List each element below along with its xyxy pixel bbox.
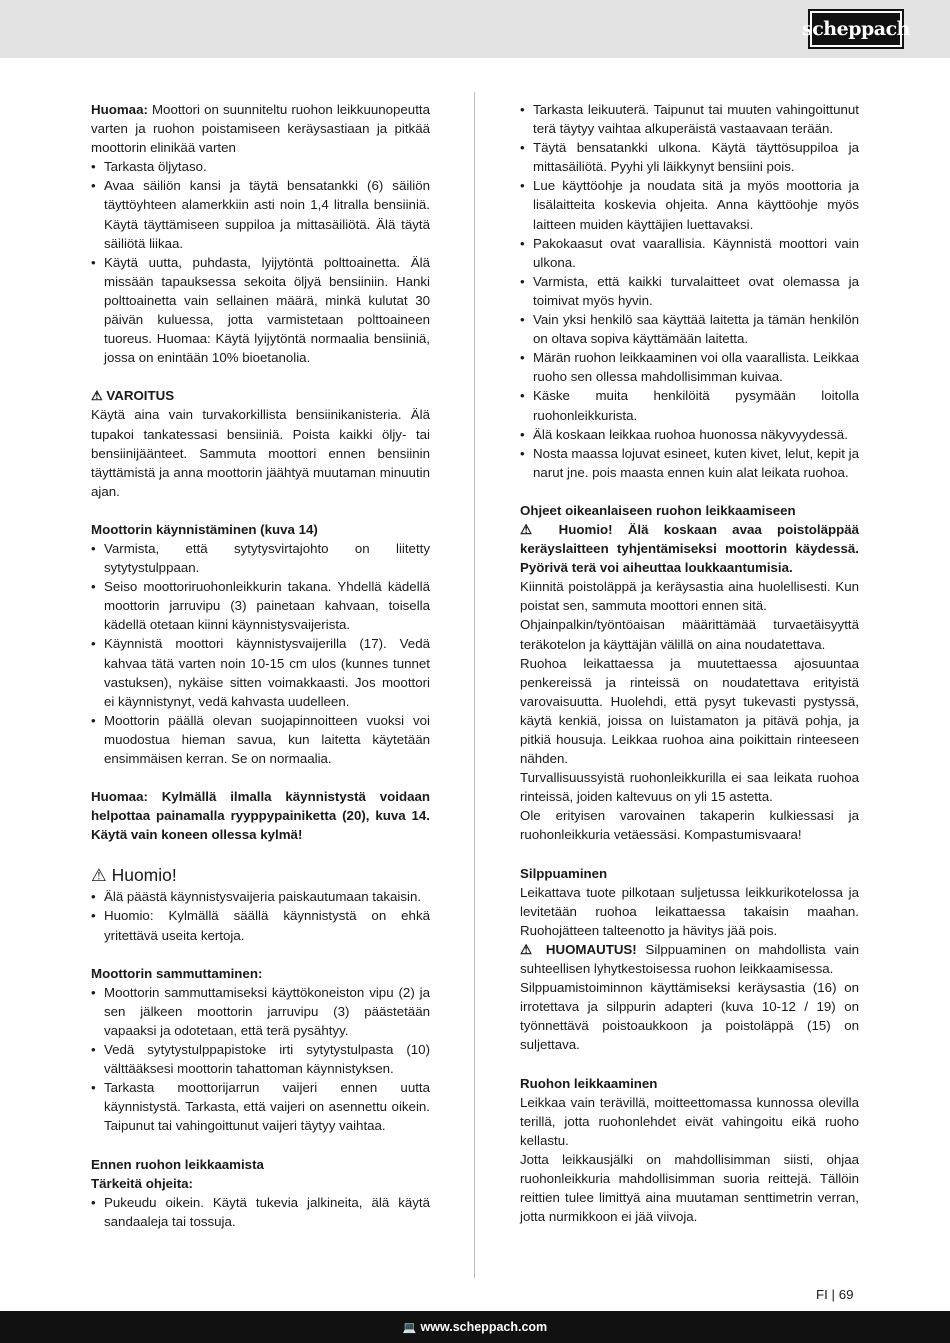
paragraph: Kiinnitä poistoläppä ja keräysastia aina huolellisesti. Kun poistat sen, sammuta moottori ennen sitä. <box>520 579 859 614</box>
list-item: • Tarkasta leikuuterä. Taipunut tai muuten vahingoittunut terä täytyy vaihtaa alkuperäistä vastaavaan terään. <box>520 100 859 138</box>
start-list <box>91 539 430 768</box>
list-item: • Moottorin päällä olevan suojapinnoitteen vuoksi voi muodostua hieman savua, kun laitetta käytetään ensimmäisen kerran. Se on normaalia. <box>91 711 430 768</box>
caution-heading: ⚠ Huomio! <box>91 865 177 886</box>
important-subheading: Tärkeitä ohjeita: <box>91 1175 193 1191</box>
list-item: • Varmista, että sytytysvirtajohto on liitetty sytytystulppaan. <box>91 539 430 577</box>
right-column <box>520 100 859 1226</box>
page-number: FI | 69 <box>816 1287 854 1302</box>
list-item: • Käytä uutta, puhdasta, lyijytöntä polttoainetta. Älä missään tapauksessa sekoita öljyä bensiiniin. Hanki polttoainetta vain sellainen määrä, minkä kulutat 30 päivän kuluessa, jotta varmistetaan polttoaineen tuoreus. Huomaa: Käytä lyijytöntä normaalia bensiiniä, jossa on enintään 10% bioetanolia. <box>91 253 430 368</box>
list-item: • Tarkasta öljytaso. <box>91 157 430 176</box>
warning-heading: ⚠ VAROITUS <box>91 388 175 404</box>
paragraph: Leikattava tuote pilkotaan suljetussa leikkurikotelossa ja levitetään ruohoa leikattaessa takaisin maahan. Ruohojätteen talteenotto ja hävitys jää pois. <box>520 884 859 938</box>
list-item: • Pukeudu oikein. Käytä tukevia jalkineita, älä käytä sandaaleja tai tossuja. <box>91 1193 430 1231</box>
paragraph: Ruohoa leikattaessa ja muutettaessa ajosuuntaa penkereissä ja rinteissä on noudatettava erityistä varovaisuutta. Huolehdi, että pysyt tukevasti pystyssä, käytä kenkiä, joissa on luistamaton ja pitävä pohja, ja pitkiä housuja. Leikkaa ruohoa aina poikittain rinteeseen nähden. <box>520 655 859 767</box>
paragraph: Silppuamistoiminnon käyttämiseksi keräysastia (16) on irrotettava ja silppurin adapteri (kuva 10-12 / 19) on työnnettävä poistoaukkoon ja poistoläppä (15) on suljettava. <box>520 980 859 1053</box>
paragraph: Turvallisuussyistä ruohonleikkurilla ei saa leikata ruohoa rinteissä, joiden kaltevuus on yli 15 astetta. <box>520 770 859 805</box>
stop-list <box>91 983 430 1136</box>
warning-icon: ⚠ <box>520 941 538 957</box>
safety-list <box>520 100 859 482</box>
list-item: • Vain yksi henkilö saa käyttää laitetta ja tämän henkilön on oltava sopiva käyttämään laitetta. <box>520 310 859 348</box>
paragraph: Jotta leikkausjälki on mahdollisimman siisti, ohjaa ruohonleikkuria mahdollisimman suoria reittejä. Tällöin reittien tulee limittyä aina muutaman senttimetrin verran, jotta nurmikkoon ei jää viivoja. <box>520 1151 859 1225</box>
warning-icon: ⚠ <box>91 388 103 404</box>
list-item: • Täytä bensatankki ulkona. Käytä täyttösuppiloa ja mittasäiliötä. Pyyhi yli läikkynyt bensiini pois. <box>520 138 859 176</box>
list-item: • Huomio: Kylmällä säällä käynnistystä on ehkä yritettävä useita kertoja. <box>91 906 430 944</box>
mowing-heading: Ruohon leikkaaminen <box>520 1075 658 1091</box>
list-item: • Käske muita henkilöitä pysymään loitolla ruohonleikkurista. <box>520 386 859 424</box>
footer-bar <box>0 1311 950 1343</box>
header-bar <box>0 0 950 58</box>
mulching-heading: Silppuaminen <box>520 865 608 881</box>
column-divider <box>474 92 475 1278</box>
paragraph: Ole erityisen varovainen takaperin kulkiessasi ja ruohonleikkuria vetäessäsi. Kompastumisvaara! <box>520 808 859 843</box>
list-item: • Älä koskaan leikkaa ruohoa huonossa näkyvyydessä. <box>520 425 859 444</box>
warning-icon: ⚠ <box>520 521 544 537</box>
list-item: • Avaa säiliön kansi ja täytä bensatankki (6) säiliön täyttöyhteen alamerkkiin asti noin 1,4 litralla bensiiniä. Käytä täyttämiseen suppiloa ja mittasäiliötä. Älä täytä säiliötä liikaa. <box>91 176 430 252</box>
warning-text: Käytä aina vain turvakorkillista bensiinikanisteria. Älä tupakoi tankatessasi bensiiniä. Poista kaikki öljy- tai bensiinijäänteet. Sammuta moottori ennen bensiinin täyttämistä ja anna moottorin jäähtyä muutaman minuutin ajan. <box>91 407 430 499</box>
computer-icon: 💻 <box>402 1321 417 1334</box>
list-item: • Seiso moottoriruohonleikkurin takana. Yhdellä kädellä moottorin jarruvipu (3) painetaan kahvaan, toisella kädellä otetaan kiinni käynnistysvaijerista. <box>91 577 430 634</box>
list-item: • Nosta maassa lojuvat esineet, kuten kivet, lelut, kepit ja narut jne. pois maasta ennen kuin alat leikata ruohoa. <box>520 444 859 482</box>
mulching-note: ⚠ HUOMAUTUS! Silppuaminen on mahdollista vain suhteellisen lyhytkestoisessa ruohon leikkaamisessa. <box>520 941 859 977</box>
list-item: • Tarkasta moottorijarrun vaijeri ennen uutta käynnistystä. Tarkasta, että vaijeri on asennettu oikein. Taipunut tai vahingoittunut vaijeri täytyy vaihtaa. <box>91 1078 430 1135</box>
brand-logo: scheppach <box>808 9 904 49</box>
fuel-list <box>91 157 430 367</box>
instructions-warning: ⚠ Huomio! Älä koskaan avaa poistoläppää keräyslaitteen tyhjentämiseksi moottorin käydessä. Pyörivä terä voi aiheuttaa loukkaantumisia. <box>520 521 859 576</box>
start-heading: Moottorin käynnistäminen (kuva 14) <box>91 521 318 537</box>
list-item: • Älä päästä käynnistysvaijeria paiskautumaan takaisin. <box>91 887 430 906</box>
list-item: • Märän ruohon leikkaaminen voi olla vaarallista. Leikkaa ruoho sen ollessa mahdollisimman kuivaa. <box>520 348 859 386</box>
list-item: • Käynnistä moottori käynnistysvaijerilla (17). Vedä kahvaa tätä varten noin 10-15 cm ulos (kunnes tunnet vastuksen), nykäise sitten voimakkaasti. Jos moottori ei käynnistynyt, vedä kahvasta uudelleen. <box>91 634 430 710</box>
paragraph: Leikkaa vain terävillä, moitteettomassa kunnossa olevilla terillä, jotta ruohonlehdet eivät vahingoitu eikä ruoho kellastu. <box>520 1094 859 1148</box>
cold-start-note: Huomaa: Kylmällä ilmalla käynnistystä voidaan helpottaa painamalla ryyppypainiketta (20), kuva 14. Käytä vain koneen ollessa kylmä! <box>91 789 430 843</box>
before-mowing-heading: Ennen ruohon leikkaamista <box>91 1156 264 1172</box>
before-list <box>91 1193 430 1231</box>
note-paragraph: Huomaa: Moottori on suunniteltu ruohon leikkuunopeutta varten ja ruohon poistamiseen keräysastiaan ja pitkää moottorin elinikää varten <box>91 102 430 156</box>
paragraph: Ohjainpalkin/työntöaisan määrittämää turvaetäisyyttä teräkotelon ja käyttäjän välillä on aina noudatettava. <box>520 617 859 652</box>
stop-heading: Moottorin sammuttaminen: <box>91 965 263 981</box>
caution-icon: ⚠ <box>91 865 107 886</box>
website-link[interactable]: www.scheppach.com <box>420 1320 548 1334</box>
list-item: • Pakokaasut ovat vaarallisia. Käynnistä moottori vain ulkona. <box>520 234 859 272</box>
list-item: • Lue käyttöohje ja noudata sitä ja myös moottoria ja lisälaitteita koskevia ohjeita. Anna käyttöohje myös laitteen muiden käyttäjien luettavaksi. <box>520 176 859 233</box>
list-item: • Vedä sytytystulppapistoke irti sytytystulpasta (10) välttääksesi moottorin tahattoman käynnistyksen. <box>91 1040 430 1078</box>
list-item: • Moottorin sammuttamiseksi käyttökoneiston vipu (2) ja sen jälkeen moottorin jarruvipu (3) päästetään vapaaksi ja odotetaan, että terä pysähtyy. <box>91 983 430 1040</box>
caution-list <box>91 887 430 944</box>
list-item: • Varmista, että kaikki turvalaitteet ovat olemassa ja toimivat myös hyvin. <box>520 272 859 310</box>
instructions-heading: Ohjeet oikeanlaiseen ruohon leikkaamiseen <box>520 502 796 518</box>
left-column <box>91 100 430 1231</box>
